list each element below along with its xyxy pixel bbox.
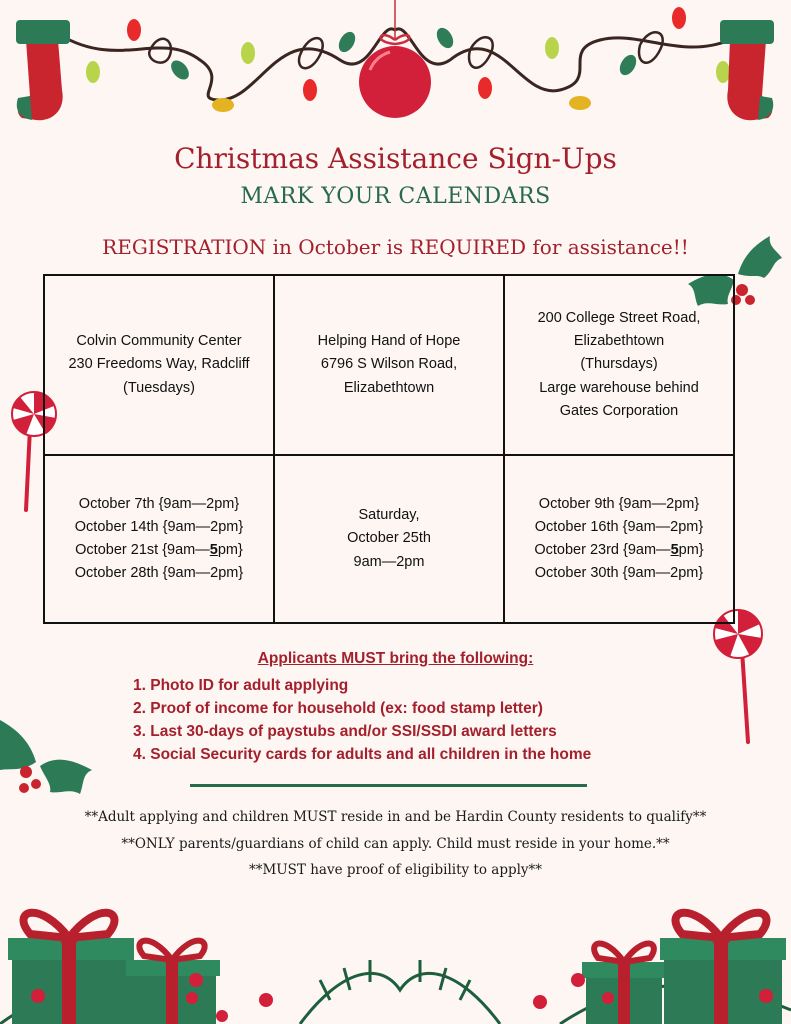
divider bbox=[190, 784, 587, 787]
location-note: Gates Corporation bbox=[559, 402, 679, 419]
location-address: 200 College Street Road, bbox=[537, 310, 701, 327]
location-city: Elizabethtown bbox=[343, 379, 435, 396]
date-line: October 9th {9am—2pm} bbox=[538, 495, 700, 512]
date-line: October 21st {9am—5pm} bbox=[75, 542, 243, 558]
dates-cell-college-street bbox=[504, 455, 734, 623]
requirements-list bbox=[133, 674, 591, 766]
location-city: Elizabethtown bbox=[573, 333, 665, 350]
date-line: October 28th {9am—2pm} bbox=[74, 565, 244, 582]
emphasized-hour: 5 bbox=[209, 542, 218, 558]
location-address: 6796 S Wilson Road, bbox=[320, 356, 458, 373]
page-subtitle: MARK YOUR CALENDARS bbox=[240, 184, 551, 209]
location-cell-helping-hand bbox=[274, 275, 504, 455]
registration-notice: REGISTRATION in October is REQUIRED for assistance!! bbox=[102, 235, 689, 259]
requirements-heading: Applicants MUST bring the following: bbox=[257, 650, 534, 667]
date-line: Saturday, bbox=[358, 507, 420, 524]
location-address: 230 Freedoms Way, Radcliff bbox=[68, 356, 250, 373]
emphasized-hour: 5 bbox=[670, 542, 679, 558]
stocking-icon bbox=[16, 20, 70, 120]
date-line: October 23rd {9am—5pm} bbox=[534, 542, 704, 558]
dates-cell-colvin bbox=[44, 455, 274, 623]
holly-icon bbox=[0, 712, 100, 802]
location-name: Colvin Community Center bbox=[76, 333, 242, 350]
list-item: 3. Last 30-days of paystubs and/or SSI/SSDI award letters bbox=[133, 723, 557, 740]
list-item: 1. Photo ID for adult applying bbox=[133, 677, 349, 694]
eligibility-rule: **ONLY parents/guardians of child can apply. Child must reside in your home.** bbox=[121, 836, 670, 852]
location-note: Large warehouse behind bbox=[539, 379, 699, 396]
location-row bbox=[44, 275, 734, 455]
date-line: 9am—2pm bbox=[353, 553, 425, 570]
location-name: Helping Hand of Hope bbox=[317, 333, 461, 350]
date-line: October 25th bbox=[347, 530, 431, 547]
date-line: October 16th {9am—2pm} bbox=[534, 518, 704, 535]
date-line: October 14th {9am—2pm} bbox=[74, 518, 244, 535]
dates-cell-helping-hand bbox=[274, 455, 504, 623]
dates-row bbox=[44, 455, 734, 623]
list-item: 2. Proof of income for household (ex: food stamp letter) bbox=[133, 700, 543, 717]
schedule-table bbox=[43, 274, 735, 624]
gift-box-icon bbox=[0, 890, 791, 1024]
location-day: (Tuesdays) bbox=[123, 379, 195, 396]
candy-cane-icon bbox=[708, 606, 772, 746]
date-line: October 7th {9am—2pm} bbox=[78, 495, 240, 512]
location-day: (Thursdays) bbox=[580, 356, 658, 373]
location-cell-college-street bbox=[504, 275, 734, 455]
ornament-icon bbox=[359, 0, 431, 118]
list-item: 4. Social Security cards for adults and all children in the home bbox=[133, 746, 592, 763]
eligibility-rule: **MUST have proof of eligibility to apply** bbox=[248, 862, 543, 878]
eligibility-rule: **Adult applying and children MUST reside in and be Hardin County residents to qualify** bbox=[84, 809, 707, 825]
date-line: October 30th {9am—2pm} bbox=[534, 565, 704, 582]
location-cell-colvin bbox=[44, 275, 274, 455]
page-title: Christmas Assistance Sign-Ups bbox=[174, 142, 617, 175]
christmas-lights-icon bbox=[0, 0, 791, 130]
